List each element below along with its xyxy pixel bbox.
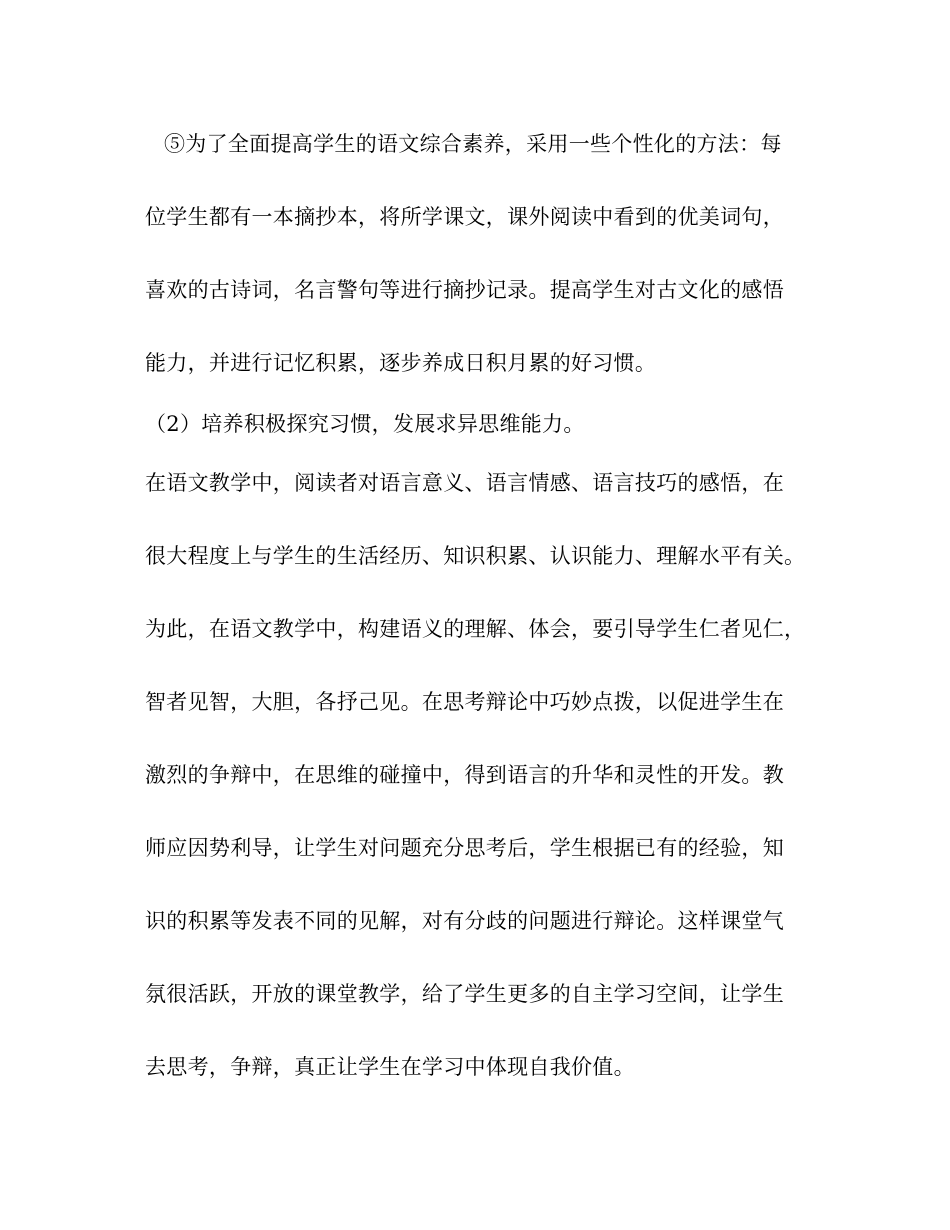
paragraph-5-line-3: 喜欢的古诗词，名言警句等进行摘抄记录。提高学生对古文化的感悟 (145, 278, 784, 302)
section-2-line-8: 氛很活跃，开放的课堂教学，给了学生更多的自主学习空间，让学生 (145, 982, 784, 1006)
paragraph-5-line-2: 位学生都有一本摘抄本，将所学课文，课外阅读中看到的优美词句， (145, 205, 784, 229)
section-2-line-5: 激烈的争辩中，在思维的碰撞中，得到语言的升华和灵性的开发。教 (145, 763, 784, 787)
section-2-line-2: 很大程度上与学生的生活经历、知识积累、认识能力、理解水平有关。 (145, 544, 806, 568)
section-2-line-9: 去思考，争辩，真正让学生在学习中体现自我价值。 (145, 1055, 635, 1079)
paragraph-5-line-4: 能力，并进行记忆积累，逐步养成日积月累的好习惯。 (145, 351, 657, 375)
section-2-line-7: 识的积累等发表不同的见解，对有分歧的问题进行辩论。这样课堂气 (145, 909, 784, 933)
section-2-line-4: 智者见智，大胆，各抒己见。在思考辩论中巧妙点拨，以促进学生在 (145, 690, 784, 714)
section-2-line-6: 师应因势利导，让学生对问题充分思考后，学生根据已有的经验，知 (145, 836, 784, 860)
paragraph-5-line-1: ⑤为了全面提高学生的语文综合素养，采用一些个性化的方法：每 (164, 132, 782, 156)
section-2-heading: （2）培养积极探究习惯，发展求异思维能力。 (145, 412, 585, 436)
section-2-line-1: 在语文教学中，阅读者对语言意义、语言情感、语言技巧的感悟，在 (145, 471, 784, 495)
section-2-line-3: 为此，在语文教学中，构建语义的理解、体会，要引导学生仁者见仁， (145, 617, 806, 641)
